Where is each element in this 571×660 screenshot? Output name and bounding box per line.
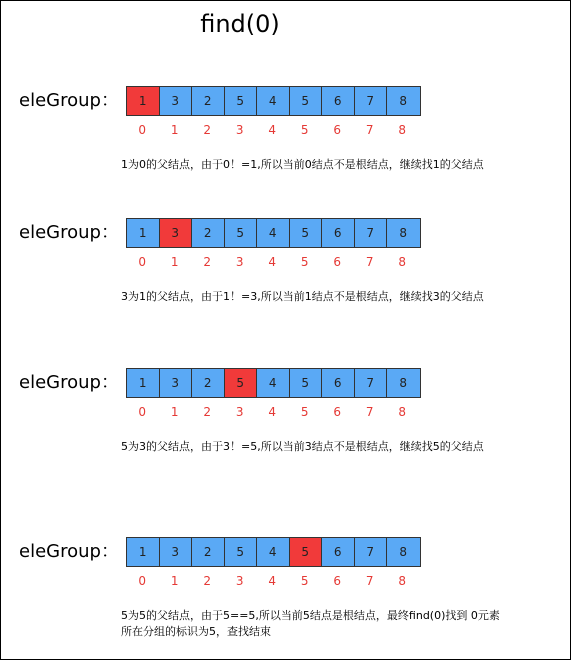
array-cell: 2 bbox=[192, 219, 225, 247]
index-label: 4 bbox=[268, 255, 277, 269]
index-label: 2 bbox=[203, 123, 212, 137]
index-label: 7 bbox=[365, 574, 374, 588]
index-label: 2 bbox=[203, 405, 212, 419]
index-label: 4 bbox=[268, 574, 277, 588]
step-note: 5为5的父结点，由于5==5,所以当前5结点是根结点，最终find(0)找到 0元素 所在分组的标识为5，查找结束 bbox=[121, 609, 500, 638]
index-row bbox=[126, 574, 419, 588]
array-cell: 4 bbox=[257, 538, 290, 566]
array-cell: 7 bbox=[355, 369, 388, 397]
array-cell: 7 bbox=[355, 538, 388, 566]
array-cell: 6 bbox=[322, 87, 355, 115]
index-label: 1 bbox=[170, 405, 179, 419]
array-cell: 2 bbox=[192, 369, 225, 397]
array-cells bbox=[126, 368, 421, 398]
index-row bbox=[126, 255, 419, 269]
array-cell: 1 bbox=[127, 369, 160, 397]
array-cell: 6 bbox=[322, 369, 355, 397]
array-cell: 7 bbox=[355, 219, 388, 247]
index-label: 7 bbox=[365, 123, 374, 137]
index-label: 2 bbox=[203, 574, 212, 588]
step-note: 5为3的父结点，由于3！=5,所以当前3结点不是根结点，继续找5的父结点 bbox=[121, 440, 484, 453]
index-label: 8 bbox=[398, 123, 407, 137]
array-cell-highlighted: 5 bbox=[290, 538, 323, 566]
index-label: 3 bbox=[235, 123, 244, 137]
array-cell-highlighted: 3 bbox=[160, 219, 193, 247]
index-label: 3 bbox=[235, 405, 244, 419]
diagram-title: find(0) bbox=[200, 10, 280, 38]
index-label: 3 bbox=[235, 255, 244, 269]
array-cell: 1 bbox=[127, 219, 160, 247]
step-note: 1为0的父结点，由于0！=1,所以当前0结点不是根结点，继续找1的父结点 bbox=[121, 158, 484, 171]
row-label: eleGroup： bbox=[19, 222, 119, 243]
index-label: 0 bbox=[138, 574, 147, 588]
array-cell: 3 bbox=[160, 538, 193, 566]
array-cell: 5 bbox=[225, 219, 258, 247]
array-cell: 5 bbox=[225, 87, 258, 115]
array-cell: 1 bbox=[127, 538, 160, 566]
index-label: 8 bbox=[398, 405, 407, 419]
row-label: eleGroup： bbox=[19, 90, 119, 111]
array-cell: 5 bbox=[290, 219, 323, 247]
array-cell: 6 bbox=[322, 219, 355, 247]
array-cells bbox=[126, 537, 421, 567]
array-cells bbox=[126, 218, 421, 248]
array-cell: 7 bbox=[355, 87, 388, 115]
array-cell: 5 bbox=[290, 87, 323, 115]
index-label: 8 bbox=[398, 574, 407, 588]
index-label: 6 bbox=[333, 574, 342, 588]
step-note: 3为1的父结点，由于1！=3,所以当前1结点不是根结点，继续找3的父结点 bbox=[121, 290, 484, 303]
index-label: 5 bbox=[300, 405, 309, 419]
array-cell: 4 bbox=[257, 219, 290, 247]
index-row bbox=[126, 123, 419, 137]
array-cell: 4 bbox=[257, 87, 290, 115]
index-label: 4 bbox=[268, 123, 277, 137]
index-label: 6 bbox=[333, 405, 342, 419]
index-label: 6 bbox=[333, 123, 342, 137]
index-label: 5 bbox=[300, 255, 309, 269]
array-cell: 8 bbox=[387, 87, 420, 115]
array-cell: 5 bbox=[225, 538, 258, 566]
index-label: 2 bbox=[203, 255, 212, 269]
array-cell: 8 bbox=[387, 538, 420, 566]
index-label: 4 bbox=[268, 405, 277, 419]
array-cell: 8 bbox=[387, 369, 420, 397]
index-label: 0 bbox=[138, 405, 147, 419]
array-cell: 4 bbox=[257, 369, 290, 397]
index-row bbox=[126, 405, 419, 419]
array-cell: 8 bbox=[387, 219, 420, 247]
array-cell: 6 bbox=[322, 538, 355, 566]
index-label: 1 bbox=[170, 255, 179, 269]
index-label: 5 bbox=[300, 123, 309, 137]
index-label: 7 bbox=[365, 405, 374, 419]
index-label: 1 bbox=[170, 574, 179, 588]
array-cell: 5 bbox=[290, 369, 323, 397]
index-label: 8 bbox=[398, 255, 407, 269]
array-cell: 2 bbox=[192, 538, 225, 566]
index-label: 3 bbox=[235, 574, 244, 588]
row-label: eleGroup： bbox=[19, 372, 119, 393]
array-cell: 3 bbox=[160, 87, 193, 115]
index-label: 6 bbox=[333, 255, 342, 269]
array-cell: 2 bbox=[192, 87, 225, 115]
index-label: 1 bbox=[170, 123, 179, 137]
array-cell: 3 bbox=[160, 369, 193, 397]
array-cell-highlighted: 1 bbox=[127, 87, 160, 115]
index-label: 5 bbox=[300, 574, 309, 588]
array-cells bbox=[126, 86, 421, 116]
index-label: 0 bbox=[138, 255, 147, 269]
row-label: eleGroup： bbox=[19, 541, 119, 562]
array-cell-highlighted: 5 bbox=[225, 369, 258, 397]
index-label: 7 bbox=[365, 255, 374, 269]
index-label: 0 bbox=[138, 123, 147, 137]
